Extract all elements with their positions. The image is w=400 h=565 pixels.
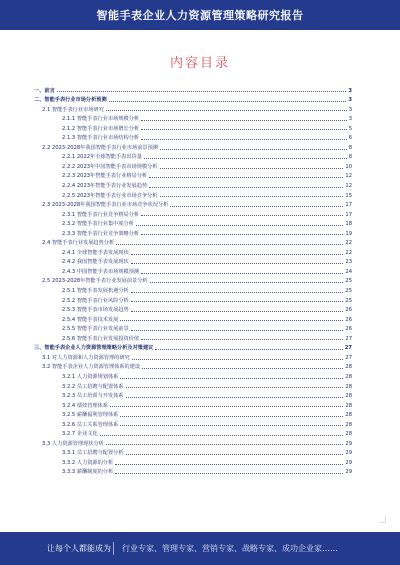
toc-entry-label: 2.4.1 全球智能手表发展现状 [62, 249, 129, 256]
toc-entry-label: 一、前言 [34, 87, 55, 94]
toc-entry[interactable] [34, 361, 352, 371]
toc-entry[interactable] [34, 84, 352, 94]
toc-entry[interactable] [34, 313, 352, 323]
toc-entry-page: 17 [345, 211, 352, 218]
toc-entry[interactable] [34, 141, 352, 151]
toc-entry-label: 2.5.1 智能手表发展机遇分析 [62, 288, 129, 295]
toc-leader-dots [141, 339, 343, 340]
toc-entry[interactable] [34, 294, 352, 304]
toc-entry-page: 25 [345, 297, 352, 304]
toc-entry-page: 23 [345, 259, 352, 266]
toc-leader-dots [116, 244, 343, 245]
toc-entry-label: 二、智能手表行业市场分析预测 [34, 97, 107, 104]
toc-entry[interactable] [34, 227, 352, 237]
toc-entry-label: 2.1.2 智能手表行业市场增长分析 [62, 125, 140, 132]
toc-entry-page: 15 [345, 192, 352, 199]
toc-entry-label: 2.5.6 智能手表行业发展投资价值 [62, 335, 140, 342]
toc-leader-dots [106, 110, 347, 111]
toc-entry[interactable] [34, 189, 352, 199]
toc-entry[interactable] [34, 456, 352, 466]
toc-entry-page: 12 [345, 173, 352, 180]
toc-entry-page: 18 [345, 221, 352, 228]
toc-leader-dots [109, 101, 347, 102]
toc-entry-label: 2.2.2 2023年中国智能手表市场规模分析 [62, 163, 158, 170]
toc-leader-dots [120, 378, 343, 379]
toc-leader-dots [131, 263, 344, 264]
toc-entry[interactable] [34, 179, 352, 189]
toc-entry-label: 3.2.4 绩效管理体系 [62, 402, 108, 409]
footer-divider [113, 542, 114, 555]
toc-entry[interactable] [34, 409, 352, 419]
toc-leader-dots [136, 225, 343, 226]
toc-entry[interactable] [34, 122, 352, 132]
toc-entry[interactable] [34, 199, 352, 209]
toc-leader-dots [57, 91, 347, 92]
toc-leader-dots [155, 349, 342, 350]
toc-entry-page: 27 [345, 354, 352, 361]
toc-entry-page: 29 [345, 440, 352, 447]
toc-entry-label: 2.1.3 智能手表行业市场结构分析 [62, 135, 140, 142]
toc-entry-label: 2.5.5 智能手表行业发展前景 [62, 326, 129, 333]
toc-entry-label: 2.4 智能手表行业发展趋势分析 [42, 240, 115, 247]
toc-entry-label: 2.5.3 智能手表市场发展趋势 [62, 307, 129, 314]
toc-entry-page: 28 [345, 431, 352, 438]
toc-entry-label: 3.1 对人力资源和人力资源管理的研究 [42, 354, 130, 361]
toc-entry-label: 2.2.4 2023年智能手表行业发展趋势 [62, 183, 148, 190]
toc-entry[interactable] [34, 94, 352, 104]
toc-entry-label: 2.5.2 智能手表行业风险分析 [62, 297, 129, 304]
toc-entry-page: 22 [345, 249, 352, 256]
toc-entry[interactable] [34, 132, 352, 142]
toc-entry-label: 2.3.1 智能手表行业竞争格局分析 [62, 211, 140, 218]
toc-entry[interactable] [34, 151, 352, 161]
toc-entry[interactable] [34, 246, 352, 256]
toc-entry[interactable] [34, 370, 352, 380]
toc-entry-label: 2.4.3 中国智能手表市场规模预测 [62, 268, 140, 275]
toc-entry-page: 28 [345, 393, 352, 400]
toc-entry-page: 3 [348, 87, 352, 94]
toc-entry-page: 27 [345, 335, 352, 342]
toc-entry[interactable] [34, 103, 352, 113]
toc-entry-label: 3.2.6 员工关系管理体系 [62, 421, 119, 428]
toc-leader-dots [132, 359, 344, 360]
toc-entry-page: 28 [345, 412, 352, 419]
header-title: 智能手表企业人力资源管理策略研究报告 [96, 9, 304, 22]
toc-leader-dots [131, 330, 344, 331]
toc-entry[interactable] [34, 218, 352, 228]
toc-leader-dots [131, 311, 344, 312]
toc-entry-page: 19 [345, 230, 352, 237]
toc-leader-dots [106, 444, 344, 445]
toc-entry-label: 2.5.4 智能手表技术发展 [62, 316, 119, 323]
toc-entry-label: 2.1 智能手表行业市场研究 [42, 106, 104, 113]
toc-entry[interactable] [34, 284, 352, 294]
toc-leader-dots [126, 454, 344, 455]
toc-entry[interactable] [34, 113, 352, 123]
toc-entry-label: 3.2 智能手表企业人力资源管理体系的建设 [42, 364, 141, 371]
toc-entry[interactable] [34, 170, 352, 180]
toc-entry-page: 5 [348, 125, 352, 132]
toc-leader-dots [115, 473, 343, 474]
toc-leader-dots [141, 215, 343, 216]
toc-entry[interactable] [34, 332, 352, 342]
toc-leader-dots [160, 196, 344, 197]
toc-entry-page: 10 [345, 163, 352, 170]
toc-entry[interactable] [34, 447, 352, 457]
toc-entry-page: 25 [345, 288, 352, 295]
toc-leader-dots [110, 406, 343, 407]
toc-leader-dots [131, 301, 344, 302]
toc-entry-page: 6 [348, 135, 352, 142]
footer-slogan-left: 让每个人都能成为 [47, 544, 111, 553]
toc-entry-page: 3 [348, 116, 352, 123]
toc-leader-dots [120, 416, 343, 417]
toc-leader-dots [160, 168, 344, 169]
footer-slogan-right: 行业专家、管理专家、营销专家、战略专家、成功企业家…… [122, 544, 338, 553]
toc-entry[interactable] [34, 437, 352, 447]
toc-entry-label: 2.1.1 智能手表行业市场规模分析 [62, 116, 140, 123]
toc-entry-label: 2.2 2023-2028年我国智能手表行业市场前景预测 [42, 144, 158, 151]
toc-entry[interactable] [34, 428, 352, 438]
toc-leader-dots [142, 368, 343, 369]
page-header [0, 0, 400, 30]
toc-entry[interactable] [34, 265, 352, 275]
toc-entry-page: 29 [345, 469, 352, 476]
toc-leader-dots [141, 234, 343, 235]
page-footer [0, 532, 400, 565]
toc-entry-page: 8 [348, 144, 352, 151]
toc-entry[interactable] [34, 208, 352, 218]
toc-entry-page: 28 [345, 383, 352, 390]
toc-entry[interactable] [34, 256, 352, 266]
toc-entry-label: 2.3 2023-2028年我国智能手表行业市场竞争状况分析 [42, 202, 169, 209]
toc-entry-page: 26 [345, 307, 352, 314]
toc-entry-page: 28 [345, 373, 352, 380]
toc-entry-label: 3.3.2 人力资源的分析 [62, 459, 114, 466]
toc-entry-label: 3.3 人力资源管理现状分析 [42, 440, 104, 447]
toc-entry-page: 3 [348, 97, 352, 104]
table-of-contents [34, 84, 352, 475]
toc-leader-dots [120, 320, 343, 321]
toc-entry-page: 12 [345, 183, 352, 190]
toc-entry-label: 2.3.2 智能手表行业集中度分析 [62, 221, 134, 228]
page-corner-mark [379, 516, 386, 523]
toc-entry-label: 2.3.3 智能手表行业竞争策略分析 [62, 230, 140, 237]
toc-entry-label: 3.2.2 员工招聘与配置体系 [62, 383, 124, 390]
toc-entry-label: 三、智能手表企业人力资源管理策略分析及对策建议 [34, 345, 154, 352]
toc-leader-dots [100, 435, 344, 436]
toc-title: 内容目录 [169, 56, 230, 71]
toc-entry-label: 3.2.1 人力资源规划体系 [62, 373, 119, 380]
toc-entry-page: 28 [345, 402, 352, 409]
toc-leader-dots [141, 139, 347, 140]
toc-entry-label: 3.2.5 薪酬福利管理体系 [62, 412, 119, 419]
toc-leader-dots [160, 149, 347, 150]
toc-entry-page: 28 [345, 364, 352, 371]
toc-leader-dots [126, 397, 344, 398]
toc-entry[interactable] [34, 351, 352, 361]
toc-leader-dots [170, 206, 343, 207]
toc-entry-page: 26 [345, 326, 352, 333]
toc-entry-page: 26 [345, 316, 352, 323]
toc-leader-dots [149, 177, 343, 178]
toc-leader-dots [141, 129, 347, 130]
toc-leader-dots [144, 158, 347, 159]
toc-entry-label: 3.2.3 员工培训与开发体系 [62, 393, 124, 400]
toc-entry-label: 3.3.1 员工招聘与配置分析 [62, 450, 124, 457]
toc-leader-dots [141, 120, 347, 121]
toc-entry-label: 3.3.3 薪酬制度的分析 [62, 469, 114, 476]
toc-entry-page: 17 [345, 202, 352, 209]
toc-entry-page: 22 [345, 240, 352, 247]
toc-entry-page: 8 [348, 154, 352, 161]
toc-entry-page: 29 [345, 459, 352, 466]
toc-entry-label: 2.4.2 我国智能手表发展现状 [62, 259, 129, 266]
toc-entry[interactable] [34, 342, 352, 352]
toc-entry-page: 24 [345, 268, 352, 275]
toc-entry[interactable] [34, 418, 352, 428]
toc-entry[interactable] [34, 399, 352, 409]
toc-leader-dots [120, 425, 343, 426]
toc-leader-dots [131, 254, 344, 255]
toc-entry-label: 3.2.7 企业文化 [62, 431, 98, 438]
toc-entry[interactable] [34, 275, 352, 285]
toc-leader-dots [150, 282, 344, 283]
toc-entry-label: 2.2.3 2023年智能手表行业格局分析 [62, 173, 148, 180]
toc-entry-page: 27 [344, 345, 352, 352]
toc-entry-page: 25 [345, 278, 352, 285]
toc-leader-dots [115, 464, 343, 465]
toc-leader-dots [141, 273, 343, 274]
toc-entry[interactable] [34, 304, 352, 314]
toc-entry-label: 2.2.5 2023年智能手表行业市场竞争分析 [62, 192, 158, 199]
toc-leader-dots [126, 387, 344, 388]
toc-entry[interactable] [34, 380, 352, 390]
toc-entry-page: 28 [345, 421, 352, 428]
toc-entry[interactable] [34, 323, 352, 333]
toc-entry-page: 29 [345, 450, 352, 457]
toc-entry-label: 2.2.1 2022年全球智能手表出货量 [62, 154, 142, 161]
toc-leader-dots [131, 292, 344, 293]
toc-entry[interactable] [34, 466, 352, 476]
toc-entry-page: 3 [348, 106, 352, 113]
toc-leader-dots [149, 187, 343, 188]
toc-entry[interactable] [34, 237, 352, 247]
toc-entry-label: 2.5 2023-2028年智能手表行业发展前景分析 [42, 278, 148, 285]
toc-entry[interactable] [34, 160, 352, 170]
toc-entry[interactable] [34, 390, 352, 400]
